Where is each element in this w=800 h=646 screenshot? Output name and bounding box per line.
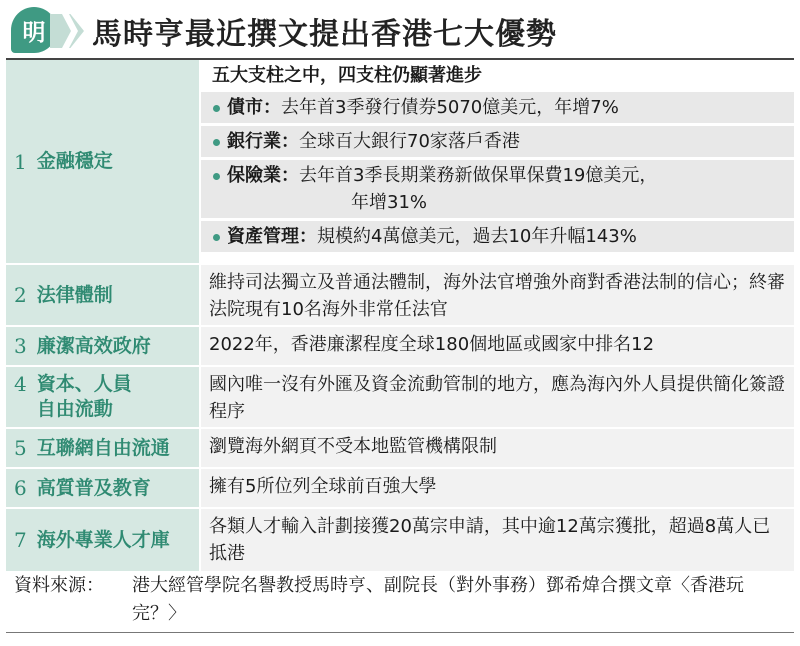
bullet-text: 去年首3季發行債券5070億美元，年增7% [281,97,619,118]
category-label: 法律體制 [36,283,113,306]
bullet-term: 資產管理： [227,226,317,247]
category-cell [6,265,199,325]
page-title: 馬時亨最近撰文提出香港七大優勢 [92,17,557,52]
category-label: 高質普及教育 [36,476,151,499]
bullet-term: 銀行業： [227,131,299,152]
category-label: 海外專業人才庫 [36,528,170,551]
category-label-line1: 資本、人員 [36,373,132,395]
category-cell [6,327,199,365]
bullet-text: 規模約4萬億美元，過去10年升幅143% [317,226,637,247]
category-cell [6,509,199,571]
description-cell [201,60,794,263]
table-row [6,509,794,573]
row-number: 1 [14,149,27,174]
category-label-line2: 自由流動 [36,398,113,420]
row-number: 4 [14,372,27,396]
row-number: 6 [14,476,27,500]
description-cell: 瀏覽海外網頁不受本地監管機構限制 [201,429,794,467]
category-label: 互聯網自由流通 [36,436,170,459]
category-cell [6,469,199,507]
row-number: 3 [14,334,27,358]
bullet-text: 去年首3季長期業務新做保單保費19億美元， [299,165,658,186]
row-number: 2 [14,283,27,307]
logo-char: 明 [22,18,46,46]
table-row [6,367,794,429]
row-number: 7 [14,528,27,552]
category-label: 廉潔高效政府 [36,334,151,357]
table-row [6,60,794,265]
description-cell: 各類人才輸入計劃接獲20萬宗申請，其中逾12萬宗獲批，超過8萬人已抵港 [201,509,794,571]
source-text: 港大經管學院名譽教授馬時亨、副院長（對外事務）鄧希煒合撰文章〈香港玩完？〉 [132,575,744,624]
description-cell: 2022年，香港廉潔程度全球180個地區或國家中排名12 [201,327,794,365]
description-cell: 擁有5所位列全球前百強大學 [201,469,794,507]
list-item [201,221,794,252]
category-label [37,372,132,422]
row-subtitle: 五大支柱之中，四支柱仍顯著進步 [212,65,482,86]
table-row [6,327,794,367]
source-label: 資料來源： [14,575,104,596]
table-row [6,265,794,327]
bullet-term: 保險業： [227,165,299,186]
table-row [6,429,794,469]
bottom-divider [6,632,794,633]
list-item [201,92,794,123]
header [0,0,800,58]
description-cell: 國內唯一沒有外匯及資金流動管制的地方，應為海內外人員提供簡化簽證程序 [201,367,794,427]
category-cell [6,60,199,263]
category-label: 金融穩定 [36,150,113,172]
table-row [6,469,794,509]
advantages-table [6,60,794,573]
bullet-text-continued: 年增31% [351,192,428,213]
row-number: 5 [14,436,27,460]
category-cell [6,367,199,427]
bullet-text: 全球百大銀行70家落戶香港 [299,131,520,152]
description-cell: 維持司法獨立及普通法體制，海外法官增強外商對香港法制的信心；終審法院現有10名海外非常任法官 [201,265,794,325]
list-item [201,126,794,157]
list-item [201,160,794,218]
bullet-term: 債市： [227,97,281,118]
category-cell [6,429,199,467]
